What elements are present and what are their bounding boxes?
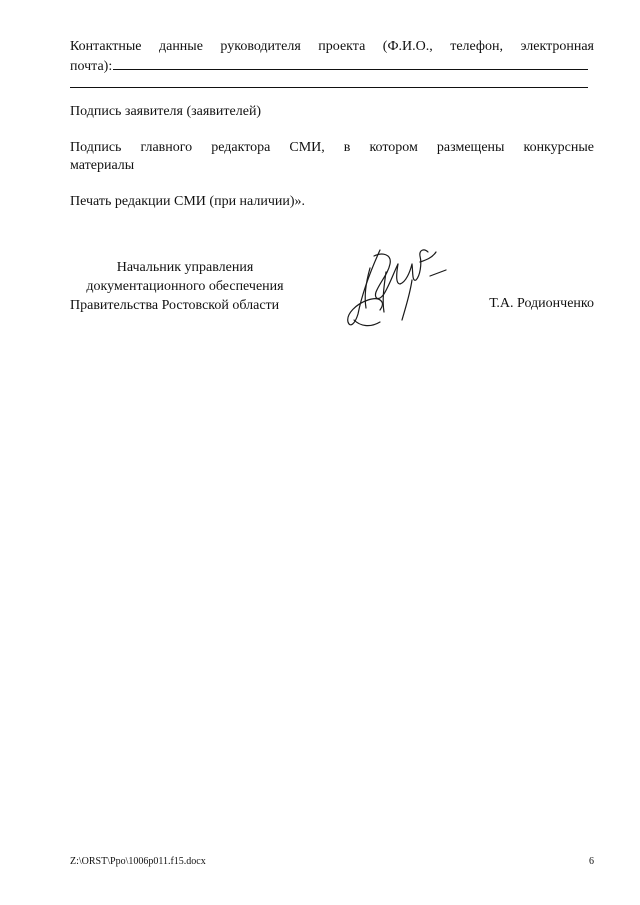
signatory-title-line2: документационного обеспечения [86, 279, 284, 294]
signatory-title-block [70, 258, 300, 315]
handwritten-signature [340, 242, 452, 334]
stamp-label: Печать редакции СМИ (при наличии)». [70, 194, 306, 209]
contact-details-line1: Контактные данные руководителя проекта (Ф.И.О., телефон, электронная [70, 39, 594, 54]
editor-signature-line2: материалы [70, 158, 135, 173]
footer-page-number: 6 [589, 856, 594, 867]
applicant-signature-label: Подпись заявителя (заявителей) [70, 104, 262, 119]
contact-details-line2: почта): [70, 59, 113, 74]
signatory-title-line1: Начальник управления [116, 260, 254, 275]
editor-signature-line1: Подпись главного редактора СМИ, в котором размещены конкурсные [70, 140, 594, 155]
signatory-title-line3: Правительства Ростовской области [70, 298, 280, 313]
contact-details-paragraph [70, 38, 594, 76]
signer-name: Т.А. Родионченко [489, 296, 594, 311]
footer-file-path: Z:\ORST\Ppo\1006p011.f15.docx [70, 856, 206, 867]
contact-fill-rule [70, 87, 588, 88]
contact-details-line2-row [70, 56, 594, 76]
contact-fill-underline [113, 56, 588, 70]
editor-signature-paragraph [70, 139, 594, 175]
